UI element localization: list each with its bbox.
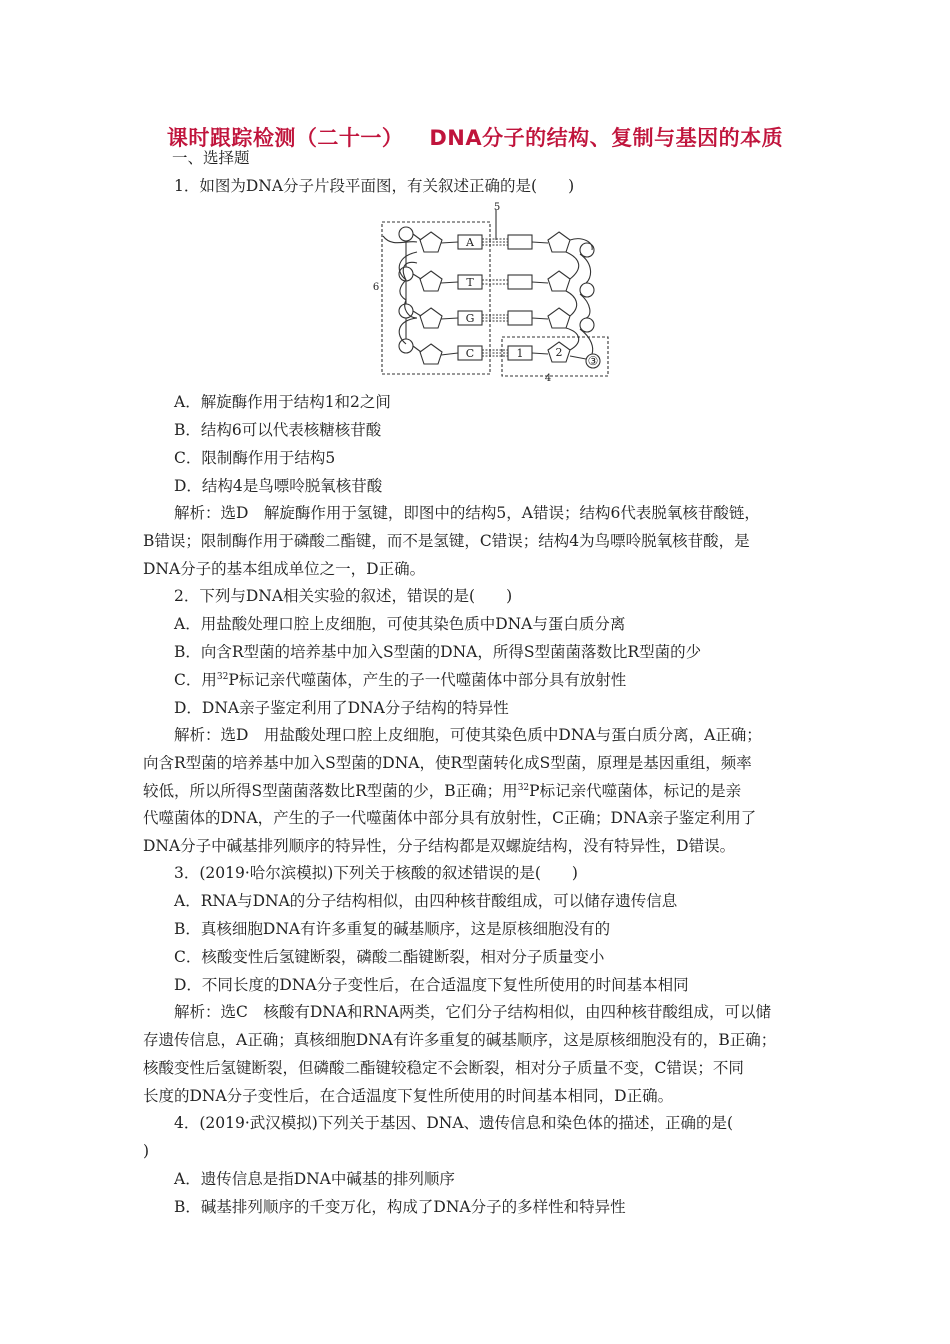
label-5: 5 [493,202,501,213]
label-1: 1 [516,347,524,360]
q4-stem: 4．(2019·武汉模拟)下列关于基因、DNA、遗传信息和染色体的描述，正确的是( [174,1114,734,1132]
q3-stem: 3．(2019·哈尔滨模拟)下列关于核酸的叙述错误的是( ) [174,864,578,882]
q4-option-b: B．碱基排列顺序的千变万化，构成了DNA分子的多样性和特异性 [174,1198,626,1216]
base-left-3: G [465,312,475,325]
q3-option-a: A．RNA与DNA的分子结构相似，由四种核苷酸组成，可以储存遗传信息 [174,892,678,910]
section-heading: 一、选择题 [172,149,250,167]
q2-analysis-line: 解析：选D 用盐酸处理口腔上皮细胞，可使其染色质中DNA与蛋白质分离，A正确； [174,726,762,744]
q4-stem-end: ) [143,1142,150,1160]
q3-option-c: C．核酸变性后氢键断裂，磷酸二酯键断裂，相对分子质量变小 [174,948,605,966]
q2-stem: 2．下列与DNA相关实验的叙述，错误的是( ) [174,587,513,605]
q3-analysis-line: 核酸变性后氢键断裂，但磷酸二酯键较稳定不会断裂，相对分子质量不变，C错误；不同 [143,1059,744,1077]
q3-analysis-line: 长度的DNA分子变性后，在合适温度下复性所使用的时间基本相同，D正确。 [143,1087,674,1105]
q1-option-b: B．结构6可以代表核糖核苷酸 [174,421,382,439]
q2-option-b: B．向含R型菌的培养基中加入S型菌的DNA，所得S型菌菌落数比R型菌的少 [174,643,702,661]
label-4: 4 [544,373,552,384]
base-left-4: C [465,347,475,360]
q3-option-b: B．真核细胞DNA有许多重复的碱基顺序，这是原核细胞没有的 [174,920,611,938]
q1-option-a: A．解旋酶作用于结构1和2之间 [174,393,391,411]
q1-option-d: D．结构4是鸟嘌呤脱氧核苷酸 [174,477,383,495]
q2-option-d: D．DNA亲子鉴定利用了DNA分子结构的特异性 [174,699,509,717]
q2-option-a: A．用盐酸处理口腔上皮细胞，可使其染色质中DNA与蛋白质分离 [174,615,626,633]
q2-analysis-line: 较低，所以所得S型菌菌落数比R型菌的少，B正确；用$^{32}$P标记亲代噬菌体，标记的是亲 [143,782,742,800]
q2-option-c: C．用$^{32}$P标记亲代噬菌体，产生的子一代噬菌体中部分具有放射性 [174,671,627,689]
q3-option-d: D．不同长度的DNA分子变性后，在合适温度下复性所使用的时间基本相同 [174,976,689,994]
q3-analysis-line: 解析：选C 核酸有DNA和RNA两类，它们分子结构相似，由四种核苷酸组成，可以储 [174,1003,771,1021]
label-6: 6 [372,282,380,293]
q1-option-c: C．限制酶作用于结构5 [174,449,336,467]
q1-analysis-line: 解析：选D 解旋酶作用于氢键，即图中的结构5，A错误；结构6代表脱氧核苷酸链， [174,504,760,522]
q1-stem: 1．如图为DNA分子片段平面图，有关叙述正确的是( ) [174,177,575,195]
q3-analysis-line: 存遗传信息，A正确；真核细胞DNA有许多重复的碱基顺序，这是原核细胞没有的，B正确； [143,1031,777,1049]
base-left-2: T [466,276,474,289]
page-title: 课时跟踪检测（二十一） DNA分子的结构、复制与基因的本质 [166,126,784,150]
q1-analysis-line: DNA分子的基本组成单位之一，D正确。 [143,560,426,578]
base-left-1: A [466,236,474,249]
q2-analysis-line: 向含R型菌的培养基中加入S型菌的DNA，使R型菌转化成S型菌，原理是基因重组，频率 [143,754,752,772]
label-3: ③ [587,354,599,368]
q2-analysis-line: DNA分子中碱基排列顺序的特异性，分子结构都是双螺旋结构，没有特异性，D错误。 [143,837,736,855]
label-2: 2 [555,346,563,359]
q4-option-a: A．遗传信息是指DNA中碱基的排列顺序 [174,1170,455,1188]
dna-fragment-diagram [370,198,620,384]
q2-analysis-line: 代噬菌体的DNA，产生的子一代噬菌体中部分具有放射性，C正确；DNA亲子鉴定利用了 [143,809,757,827]
q1-analysis-line: B错误；限制酶作用于磷酸二酯键，而不是氢键，C错误；结构4为鸟嘌呤脱氧核苷酸，是 [143,532,750,550]
